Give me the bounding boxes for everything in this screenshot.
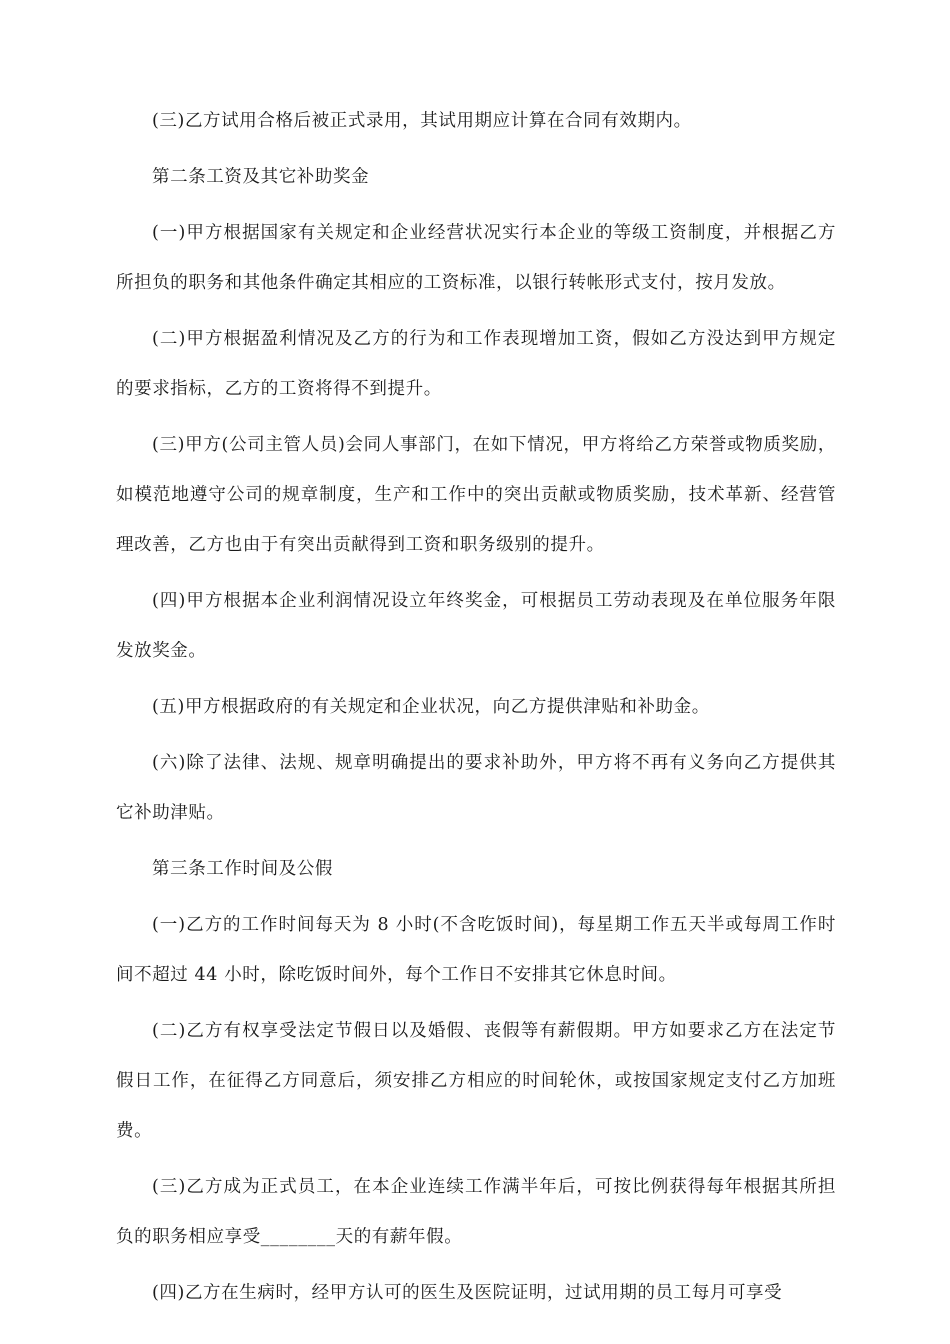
paragraph-salary-increase: (二)甲方根据盈利情况及乙方的行为和工作表现增加工资，假如乙方没达到甲方规定的要求指标，乙方的工资将得不到提升。 — [116, 329, 836, 399]
paragraph-working-hours: (一)乙方的工作时间每天为 8 小时(不含吃饭时间)，每星期工作五天半或每周工作时间不超过 44 小时，除吃饭时间外，每个工作日不安排其它休息时间。 — [116, 915, 836, 985]
paragraph-sick-leave: (四)乙方在生病时，经甲方认可的医生及医院证明，过试用期的员工每月可享受 — [152, 1283, 783, 1303]
paragraph-rewards: (三)甲方(公司主管人员)会同人事部门，在如下情况，甲方将给乙方荣誉或物质奖励，如模范地遵守公司的规章制度，生产和工作中的突出贡献或物质奖励，技术革新、经营管理改善，乙方也由于有突出贡献得到工资和职务级别的提升。 — [116, 435, 836, 555]
paragraph-allowances: (五)甲方根据政府的有关规定和企业状况，向乙方提供津贴和补助金。 — [152, 697, 710, 717]
paragraph-year-end-bonus: (四)甲方根据本企业利润情况设立年终奖金，可根据员工劳动表现及在单位服务年限发放奖金。 — [116, 591, 836, 661]
paragraph-salary-system: (一)甲方根据国家有关规定和企业经营状况实行本企业的等级工资制度，并根据乙方所担负的职务和其他条件确定其相应的工资标准，以银行转帐形式支付，按月发放。 — [116, 223, 836, 293]
document-body — [116, 96, 836, 1324]
paragraph-annual-leave: (三)乙方成为正式员工，在本企业连续工作满半年后，可按比例获得每年根据其所担负的职务相应享受________天的有薪年假。 — [116, 1177, 836, 1247]
paragraph-no-other-subsidy: (六)除了法律、法规、规章明确提出的要求补助外，甲方将不再有义务向乙方提供其它补助津贴。 — [116, 753, 836, 823]
heading-article-3: 第三条工作时间及公假 — [152, 859, 333, 879]
heading-article-2: 第二条工资及其它补助奖金 — [152, 167, 370, 187]
paragraph-probation-inclusion: (三)乙方试用合格后被正式录用，其试用期应计算在合同有效期内。 — [152, 111, 692, 131]
paragraph-holidays: (二)乙方有权享受法定节假日以及婚假、丧假等有薪假期。甲方如要求乙方在法定节假日工作，在征得乙方同意后，须安排乙方相应的时间轮休，或按国家规定支付乙方加班费。 — [116, 1021, 836, 1141]
